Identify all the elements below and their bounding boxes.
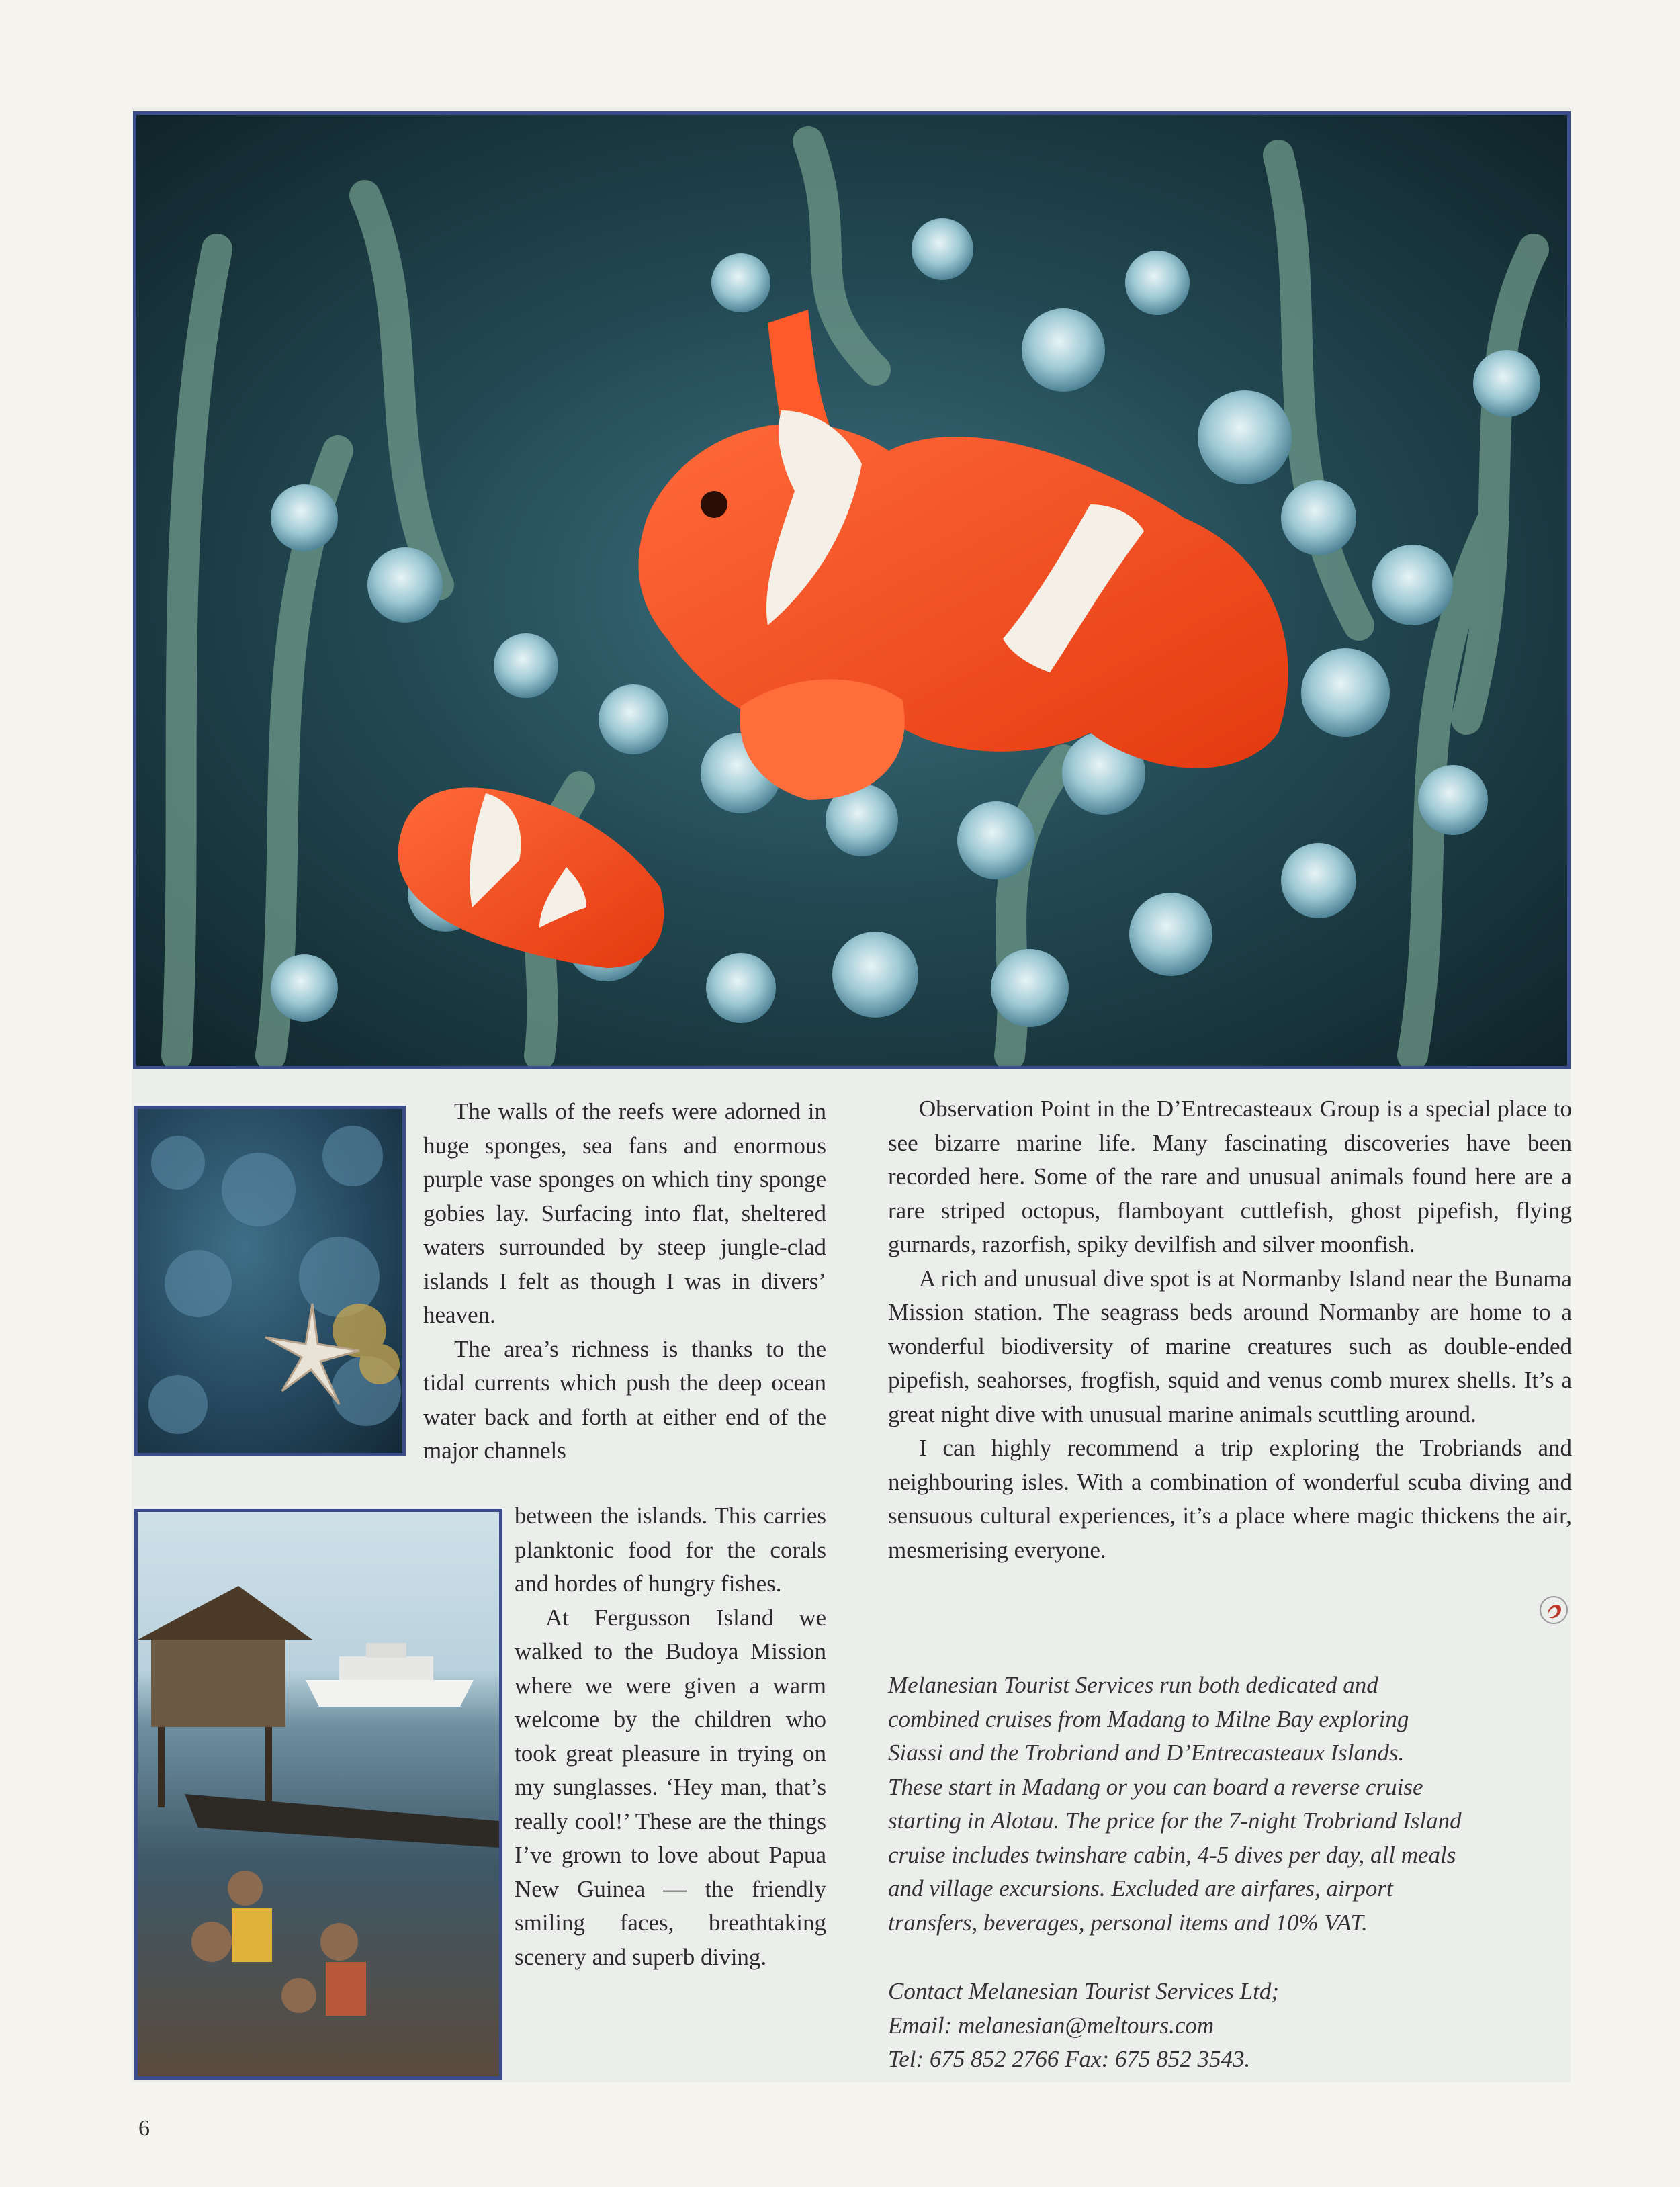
clownfish-large-icon — [639, 310, 1288, 800]
cruise-line: starting in Alotau. The price for the 7-night Trobriand Island — [888, 1807, 1462, 1834]
cruise-line: Siassi and the Trobriand and D’Entrecasteaux Islands. — [888, 1740, 1405, 1766]
cruise-line: These start in Madang or you can board a reverse cruise — [888, 1773, 1423, 1800]
clownfish-anemone-photo — [133, 111, 1571, 1069]
contact-company: Contact Melanesian Tourist Services Ltd; — [888, 1978, 1280, 2004]
clownfish-small-icon — [398, 787, 664, 968]
cruise-line: transfers, beverages, personal items and 10% VAT. — [888, 1909, 1368, 1936]
paragraph-normanby: A rich and unusual dive spot is at Normanby Island near the Bunama Mission station. The seagrass beds around Normanby are home to a wonderful biodiversity of marine creatures such as double-ended pipefish, seahorses, frogfish, squid and venus comb murex shells. It’s a great night dive with unusual marine animals scuttling around. — [888, 1265, 1572, 1427]
cruise-line: combined cruises from Madang to Milne Bay exploring — [888, 1705, 1409, 1732]
cruise-info — [888, 1668, 1572, 1940]
paragraph-observation-point: Observation Point in the D’Entrecasteaux Group is a special place to see bizarre marine life. Many fascinating discoveries have been recorded here. Some of the rare and unusual animals found here are a rare striped octopus, flamboyant cuttlefish, ghost pipefish, flying gurnards, razorfish, spiky devilfish and silver moonfish. — [888, 1096, 1572, 1257]
cruise-line: cruise includes twinshare cabin, 4-5 dives per day, all meals — [888, 1841, 1456, 1868]
paragraph-area-richness: The area’s richness is thanks to the tidal currents which push the deep ocean water back and forth at either end of the major channels — [423, 1335, 826, 1464]
column1-text — [423, 1095, 826, 1468]
page-number: 6 — [138, 2116, 150, 2141]
cruise-ship-icon — [306, 1643, 474, 1707]
column1-continued-text — [515, 1499, 826, 1974]
starfish-reef-photo — [134, 1106, 406, 1456]
contact-phone-fax: Tel: 675 852 2766 Fax: 675 852 3543. — [888, 2046, 1251, 2072]
paragraph-channels: between the islands. This carries planktonic food for the corals and hordes of hungry fishes. — [515, 1503, 826, 1597]
cruise-line: Melanesian Tourist Services run both dedicated and — [888, 1672, 1378, 1698]
column2-text — [888, 1092, 1572, 1567]
paragraph-reef-walls: The walls of the reefs were adorned in huge sponges, sea fans and enormous purple vase sponges on which tiny sponge gobies lay. Surfacing into flat, sheltered waters surrounded by steep jungle-clad islands I felt as though I was in divers’ heaven. — [423, 1098, 826, 1328]
paragraph-recommendation: I can highly recommend a trip exploring the Trobriands and neighbouring isles. With a combination of wonderful scuba diving and sensuous cultural experiences, it’s a place where magic thickens the air, mesmerising everyone. — [888, 1435, 1572, 1563]
cruise-line: and village excursions. Excluded are airfares, airport — [888, 1875, 1393, 1902]
paragraph-fergusson: At Fergusson Island we walked to the Budoya Mission where we were given a warm welcome by the children who took great pleasure in trying on my sunglasses. ‘Hey man, that’s really cool!’ These are the things I’ve grown to love about Papua New Guinea — the friendly smiling faces, breathtaking scenery and superb diving. — [515, 1604, 826, 1970]
contact-email[interactable]: Email: melanesian@meltours.com — [888, 2012, 1214, 2039]
bird-of-paradise-logo-icon — [1538, 1595, 1569, 1625]
village-boat-photo — [134, 1509, 502, 2080]
contact-info — [888, 1975, 1572, 2077]
